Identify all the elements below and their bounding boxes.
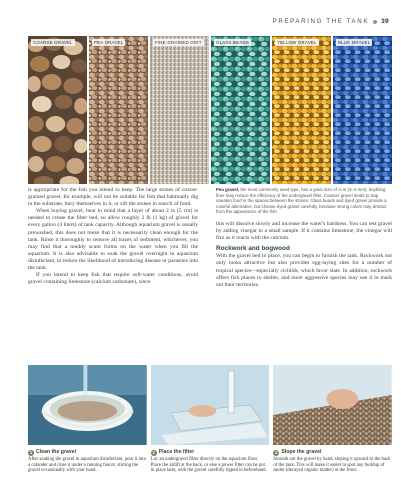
step-number-badge: 1 bbox=[29, 450, 33, 456]
step-heading bbox=[273, 450, 392, 456]
step-1 bbox=[28, 450, 147, 474]
body-paragraph: When buying gravel, bear in mind that a layer of about 2 in (5 cm) is needed to create the filter bed, so allow roughly 2 lb (1 kg) of gravel for every gallon (4 liters) of tank capacity. Although aquarium gravel is usually prewashed, this does not mean that it is necessarily clean enough for the tank. Rinse it thoroughly to remove all traces of sediment, whichever, you may find that a muddy scum forms on the water when you fill the aquarium. It is also advisable to soak the gravel overnight in aquarium disinfectant, to reduce the likelihood of introducing disease or parasites into the tank. bbox=[28, 208, 198, 272]
coarse-gravel-image bbox=[28, 36, 87, 184]
step-text: Smooth out the gravel by hand, sloping it upward to the back of the tank. This will make it easier to spot any buildup of mulm (decayed organic matter) at the front. bbox=[273, 457, 391, 474]
photo-slope bbox=[273, 365, 392, 445]
step-title: Place the filter bbox=[158, 449, 195, 456]
gravel-label: GLASS BEADS bbox=[216, 40, 249, 45]
step-number-badge: 3 bbox=[275, 450, 278, 456]
body-paragraph: is appropriate for the fish you intend to keep. The large stones of coarse-grained gravel, for example, will not be suitable for fish that habitually dig in the substrate, bury themselves in it, or sift the stones in search of food. bbox=[28, 187, 198, 208]
section-heading: Rockwork and bogwood bbox=[216, 245, 290, 253]
blue-gravel-image bbox=[333, 36, 392, 184]
gravel-panel-coarse bbox=[28, 36, 87, 184]
step-text: After soaking the gravel in aquarium disinfectant, pour it into a colander and rinse it under a running faucet, stirring the gravel occasionally with your hand. bbox=[28, 457, 147, 474]
glass-beads-image bbox=[211, 36, 270, 184]
page-number: 39 bbox=[381, 18, 389, 25]
yellow-gravel-image bbox=[272, 36, 331, 184]
body-paragraph: If you intend to keep fish that require soft-water conditions, avoid gravel containing limestone (calcium carbonate), since bbox=[28, 272, 198, 286]
gravel-panel-grit bbox=[150, 36, 209, 184]
step-2 bbox=[151, 450, 270, 474]
running-head bbox=[273, 18, 389, 25]
colander-image bbox=[28, 365, 147, 445]
body-column-right bbox=[216, 187, 392, 289]
caption-text: the most commonly used type, has a grain size of ⅛ in (3–4 mm); anything finer may reduce the efficiency of the undergravel filter. Coarser gravel tends to trap uneaten food in the spaces between the stones. Glass beads and dyed gravel provide a colorful alternative, but choose dyed gravel carefully, because strong colors may detract from the appearance of the fish. bbox=[216, 187, 387, 215]
step-text: Lay an undergravel filter directly on the aquarium floor. Place the airlift at the back, or else a power filter can be put in place later, with the gravel carefully tipped in beforehand. bbox=[150, 457, 267, 474]
slope-gravel-image bbox=[273, 365, 392, 445]
photo-caption bbox=[216, 187, 392, 215]
gravel-panel-glass bbox=[211, 36, 270, 184]
gravel-label: FINE-GRAINED GRIT bbox=[155, 40, 202, 45]
body-paragraph: this will dissolve slowly and increase the water's hardness. You can test gravel by adding vinegar to a small sample. If it contains limestone, the vinegar will fizz as it reacts with the calcium. bbox=[216, 220, 392, 242]
step-heading bbox=[28, 450, 147, 456]
pea-gravel-image bbox=[89, 36, 148, 184]
gravel-photo-strip bbox=[28, 36, 392, 184]
photo-colander bbox=[28, 365, 147, 445]
body-column-left bbox=[28, 187, 198, 286]
step-number-badge: 2 bbox=[152, 450, 155, 456]
gravel-label: PEA GRAVEL bbox=[94, 40, 124, 45]
photo-filter bbox=[151, 365, 270, 445]
body-paragraph: With the gravel bed in place, you can begin to furnish the tank. Rockwork not only looks attractive but also provides egg-laying sites for a number of tropical species—especially cichlids, which favor slate. In addition, rockwork offers fish places to shelter, and more aggressive species may use it to mark out their territories. bbox=[216, 253, 392, 288]
caption-lead: Pea gravel, bbox=[216, 187, 240, 192]
step-3 bbox=[273, 450, 392, 474]
gravel-label: BLUE GRAVEL bbox=[338, 40, 371, 45]
gravel-label: YELLOW GRAVEL bbox=[277, 40, 317, 45]
step-photos bbox=[28, 365, 392, 445]
fine-grit-image bbox=[150, 36, 209, 184]
filter-image bbox=[151, 365, 270, 445]
step-title: Clean the gravel bbox=[36, 449, 77, 456]
gravel-panel-pea bbox=[89, 36, 148, 184]
step-heading bbox=[151, 450, 270, 456]
gravel-panel-blue bbox=[333, 36, 392, 184]
bullet-icon bbox=[373, 20, 377, 24]
running-head-title: PREPARING THE TANK bbox=[272, 18, 370, 25]
step-title: Slope the gravel bbox=[281, 449, 322, 456]
gravel-panel-yellow bbox=[272, 36, 331, 184]
gravel-label: COARSE GRAVEL bbox=[33, 40, 73, 45]
step-instructions bbox=[28, 450, 392, 474]
